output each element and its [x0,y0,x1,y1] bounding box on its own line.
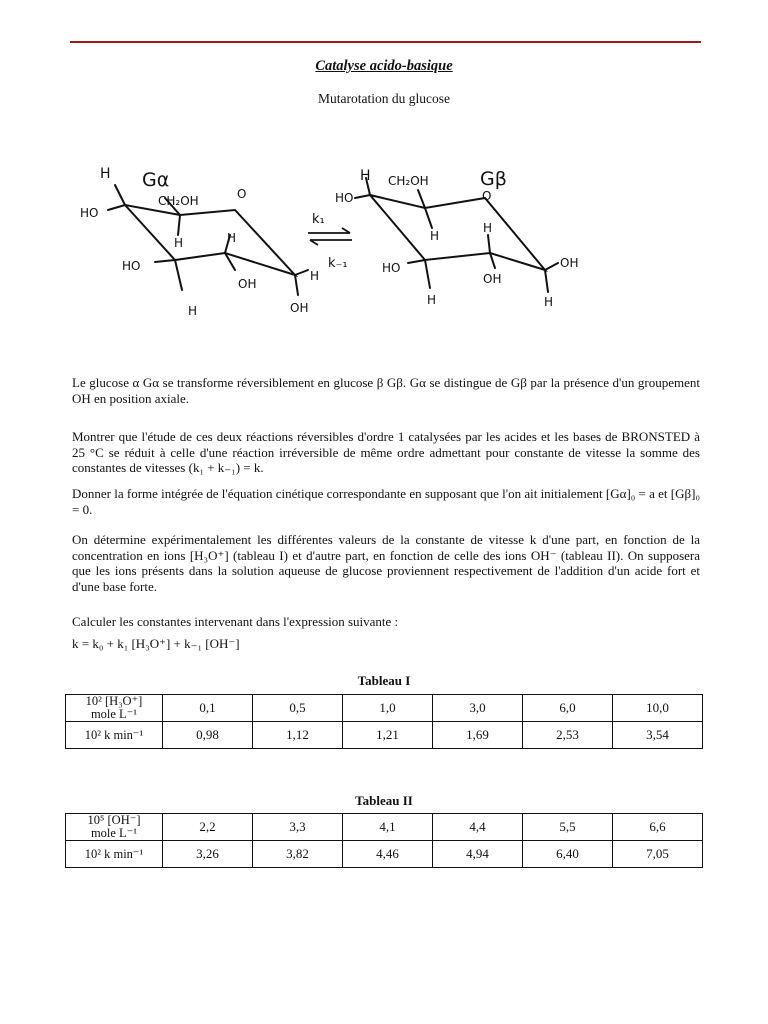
mutarotation-scheme [70,150,690,330]
table-1-row1-header: 10² [H₃O⁺] mole L⁻¹ [66,695,163,722]
beta-h-ring: H [483,221,493,235]
table-cell: 6,0 [523,695,613,722]
beta-h-bottom-left: H [427,293,437,307]
table-1 [65,694,703,749]
alpha-ho-left: HO [80,206,99,220]
alpha-h-top: H [100,166,111,182]
table-cell: 3,82 [253,841,343,868]
table-cell: 7,05 [613,841,703,868]
beta-h-top: H [360,168,371,184]
table-2-row2-header: 10² k min⁻¹ [66,841,163,868]
beta-ch2oh: CH₂OH [388,174,429,188]
beta-oh-mid: OH [483,272,502,286]
table-2 [65,813,703,868]
table-2-row1-header: 10⁵ [OH⁻] mole L⁻¹ [66,814,163,841]
table-cell: 3,0 [433,695,523,722]
rate-expression: k = k₀ + k₁ [H₃O⁺] + k₋₁ [OH⁻] [72,636,240,651]
table-cell: 4,46 [343,841,433,868]
alpha-oh-bottom: OH [290,301,309,315]
alpha-ch2oh: CH₂OH [158,194,199,208]
table-cell: 1,69 [433,722,523,749]
beta-h-bottom-right: H [544,295,554,309]
alpha-glucose-structure [108,185,308,295]
alpha-ring-o: O [237,187,247,201]
table-cell: 3,26 [163,841,253,868]
beta-ho-left: HO [335,191,354,205]
table-row [66,695,703,722]
beta-label: Gβ [480,168,507,190]
document-title: Catalyse acido-basique [315,58,453,74]
table-cell: 4,1 [343,814,433,841]
table-1-caption: Tableau I [357,673,411,688]
alpha-ho-low: HO [122,259,141,273]
table-cell: 0,98 [163,722,253,749]
table-cell: 1,21 [343,722,433,749]
table-cell: 4,4 [433,814,523,841]
k-forward-label: k₁ [312,212,325,227]
table-cell: 4,94 [433,841,523,868]
table-row [66,841,703,868]
beta-oh-right: OH [560,256,579,270]
table-cell: 2,53 [523,722,613,749]
table-cell: 3,54 [613,722,703,749]
table-row [66,814,703,841]
table-cell: 0,1 [163,695,253,722]
table-cell: 6,40 [523,841,613,868]
table-row [66,722,703,749]
header-rule [70,41,701,43]
table-cell: 1,0 [343,695,433,722]
beta-h-mid: H [430,229,440,243]
paragraph-experiment: On détermine expérimentalement les différentes valeurs de la constante de vitesse k d'une part, en fonction de la concentration en ions [H₃O⁺] (tableau I) et d'autre part, en fonction de celle des ions OH⁻ (tableau II). On supposera que les ions présents dans la solution aqueuse de glucose proviennent respectivement de l'addition d'un acide fort et d'une base forte. [72,532,700,594]
table-2-caption: Tableau II [355,793,413,808]
alpha-h-right: H [310,269,320,283]
beta-ring-o: O [482,189,492,203]
paragraph-question-3: Calculer les constantes intervenant dans l'expression suivante : [72,614,399,629]
document-subtitle: Mutarotation du glucose [318,91,450,106]
paragraph-question-1: Montrer que l'étude de ces deux réactions réversibles d'ordre 1 catalysées par les acides et les bases de BRONSTED à 25 °C se réduit à celle d'une réaction irréversible de même ordre admettant pour constante de vitesse la somme des constantes de vitesses (k₁ + k₋₁) = k. [72,429,700,475]
alpha-oh-mid: OH [238,277,257,291]
equilibrium-arrows-icon [308,228,352,245]
alpha-h-bottom: H [188,304,198,318]
k-backward-label: k₋₁ [328,256,348,271]
table-cell: 1,12 [253,722,343,749]
paragraph-question-2: Donner la forme intégrée de l'équation cinétique correspondante en supposant que l'on ait initialement [Gα]₀ = a et [Gβ]₀ = 0. [72,486,700,517]
table-cell: 2,2 [163,814,253,841]
beta-ho-low: HO [382,261,401,275]
alpha-h-ring: H [227,231,237,245]
table-cell: 0,5 [253,695,343,722]
alpha-h-mid: H [174,236,184,250]
table-cell: 10,0 [613,695,703,722]
table-cell: 3,3 [253,814,343,841]
paragraph-intro: Le glucose α Gα se transforme réversiblement en glucose β Gβ. Gα se distingue de Gβ par la présence d'un groupement OH en position axiale. [72,375,700,406]
table-1-row2-header: 10² k min⁻¹ [66,722,163,749]
table-cell: 6,6 [613,814,703,841]
table-cell: 5,5 [523,814,613,841]
alpha-label: Gα [142,169,170,191]
